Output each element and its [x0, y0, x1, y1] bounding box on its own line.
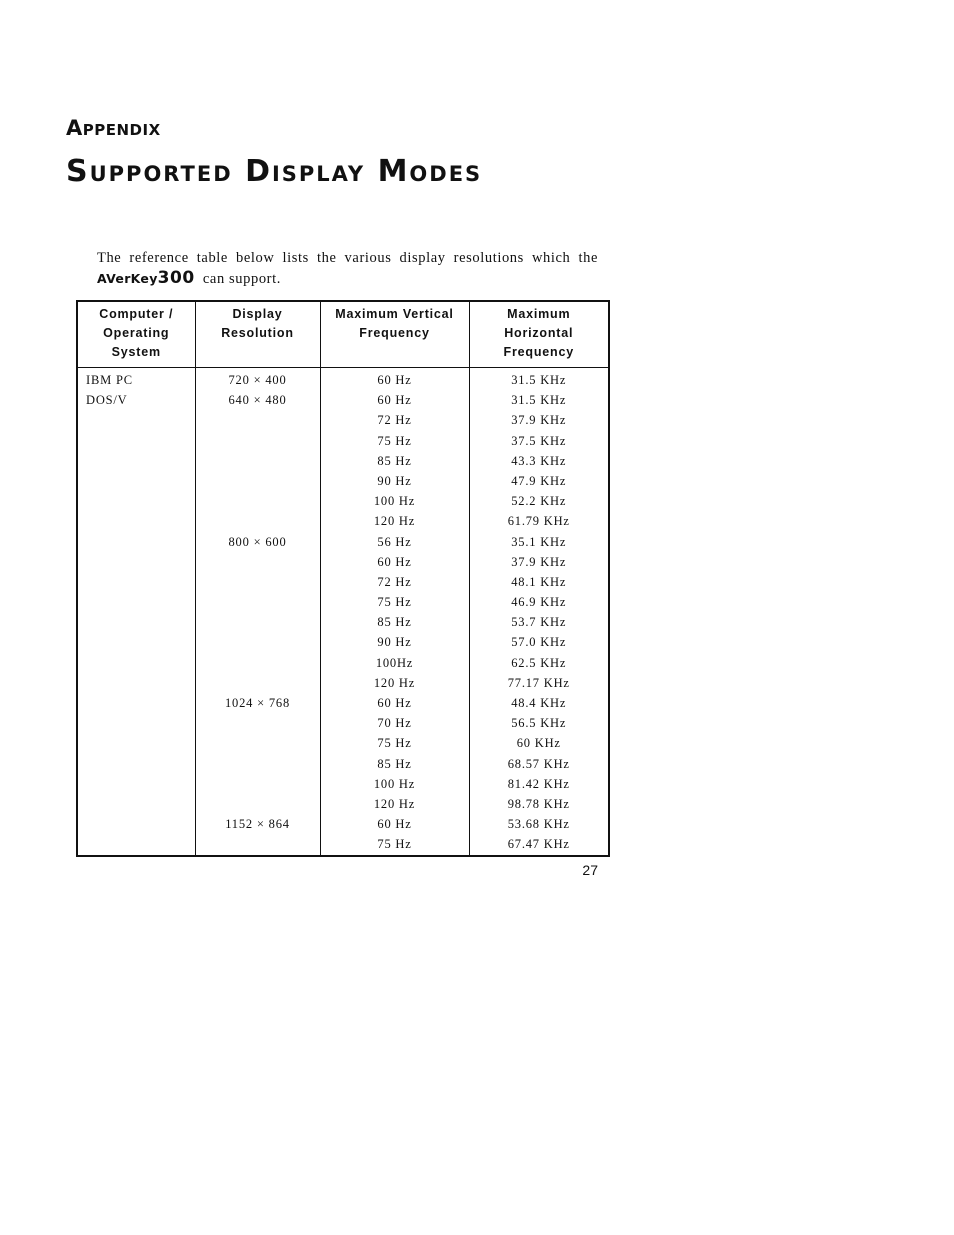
table-cell-horizontal: 37.5 KHz	[511, 433, 567, 448]
table-cell-os	[78, 814, 195, 834]
table-cell-resolution: 1152 × 864	[225, 817, 290, 832]
intro-paragraph	[97, 248, 598, 289]
table-cell-os	[78, 693, 195, 713]
table-cell-horizontal: 56.5 KHz	[511, 716, 567, 731]
table-cell-vertical: 75 Hz	[377, 736, 412, 751]
table-cell-vertical: 60 Hz	[377, 554, 412, 569]
header-line: Display	[232, 307, 283, 321]
table-cell-resolution	[196, 673, 320, 693]
table-cell-horizontal: 61.79 KHz	[507, 514, 570, 529]
table-cell-os	[78, 572, 195, 592]
horizontal-frequency-column	[469, 368, 609, 856]
vertical-frequency-column	[320, 368, 469, 856]
table-cell-vertical: 85 Hz	[377, 615, 412, 630]
os-column	[77, 368, 195, 856]
table-cell-horizontal: 77.17 KHz	[507, 675, 570, 690]
table-cell-os	[78, 451, 195, 471]
table-cell-horizontal: 37.9 KHz	[511, 413, 567, 428]
table-cell-resolution	[196, 471, 320, 491]
table-cell-resolution	[196, 572, 320, 592]
table-cell-resolution	[196, 733, 320, 753]
table-cell-vertical: 75 Hz	[377, 433, 412, 448]
table-cell-os	[78, 511, 195, 531]
table-cell-vertical: 100 Hz	[373, 776, 416, 791]
table-cell-resolution	[196, 511, 320, 531]
table-cell-horizontal: 48.4 KHz	[511, 696, 567, 710]
table-cell-os	[78, 754, 195, 774]
table-header-row	[77, 301, 609, 368]
table-cell-os	[78, 471, 195, 491]
table-cell-resolution	[196, 491, 320, 511]
table-cell-horizontal: 81.42 KHz	[507, 776, 570, 791]
table-cell-os	[78, 733, 195, 753]
table-cell-resolution: 640 × 480	[228, 393, 287, 408]
intro-text: The reference table below lists the various display resolutions which the	[97, 250, 598, 266]
table-cell-vertical: 70 Hz	[377, 716, 412, 731]
table-cell-os: DOS/V	[86, 393, 128, 408]
table-cell-horizontal: 35.1 KHz	[511, 534, 567, 549]
table-cell-horizontal: 53.7 KHz	[511, 615, 567, 630]
table-cell-os	[78, 612, 195, 632]
table-cell-vertical: 100Hz	[375, 655, 414, 670]
table-cell-horizontal: 57.0 KHz	[511, 635, 567, 650]
table-cell-resolution	[196, 552, 320, 572]
table-cell-vertical: 85 Hz	[377, 756, 412, 771]
table-cell-vertical: 100 Hz	[373, 494, 416, 509]
header-line: Maximum	[507, 307, 571, 321]
table-cell-vertical: 120 Hz	[373, 675, 416, 690]
header-line: Frequency	[503, 345, 574, 359]
table-cell-vertical: 60 Hz	[377, 393, 412, 408]
table-cell-os	[78, 592, 195, 612]
table-cell-resolution: 1024 × 768	[224, 696, 291, 710]
table-cell-resolution	[196, 632, 320, 652]
table-cell-resolution	[196, 410, 320, 430]
table-cell-horizontal: 31.5 KHz	[511, 373, 567, 387]
table-cell-os	[78, 794, 195, 814]
table-cell-resolution	[196, 431, 320, 451]
table-cell-vertical: 75 Hz	[377, 595, 412, 610]
table-cell-vertical: 90 Hz	[377, 473, 412, 488]
table-cell-horizontal: 62.5 KHz	[511, 655, 567, 670]
table-cell-vertical: 72 Hz	[377, 413, 412, 428]
resolution-column	[195, 368, 320, 856]
table-cell-os	[78, 632, 195, 652]
header-line: Resolution	[221, 326, 294, 340]
section-label: Appendix	[66, 116, 161, 140]
header-vertical-frequency	[320, 301, 469, 368]
table-cell-os	[78, 774, 195, 794]
table-cell-vertical: 60 Hz	[377, 373, 412, 387]
table-cell-vertical: 56 Hz	[377, 534, 412, 549]
table-cell-horizontal: 48.1 KHz	[511, 574, 567, 589]
table-cell-horizontal: 98.78 KHz	[507, 796, 570, 811]
header-os	[77, 301, 195, 368]
table-cell-os	[78, 834, 195, 854]
table-cell-resolution	[196, 794, 320, 814]
page-title: Supported Display Modes	[66, 154, 483, 189]
table-cell-os	[78, 410, 195, 430]
table-cell-os	[78, 552, 195, 572]
header-line: Frequency	[359, 326, 430, 340]
table-cell-vertical: 120 Hz	[373, 796, 416, 811]
table-cell-vertical: 85 Hz	[377, 453, 412, 468]
header-line: Maximum Vertical	[335, 307, 454, 321]
table-cell-horizontal: 60 KHz	[516, 736, 561, 751]
header-resolution	[195, 301, 320, 368]
table-cell-os	[78, 491, 195, 511]
brand-name: AVerKey	[97, 271, 158, 286]
table-cell-horizontal: 46.9 KHz	[511, 595, 567, 610]
intro-suffix: can support.	[202, 271, 281, 287]
table-cell-vertical: 75 Hz	[377, 837, 412, 852]
display-modes-table	[76, 300, 610, 857]
table-cell-vertical: 60 Hz	[377, 817, 412, 832]
table-cell-os	[78, 431, 195, 451]
page-number: 27	[582, 862, 598, 878]
table-cell-horizontal: 47.9 KHz	[511, 473, 567, 488]
table-cell-horizontal: 52.2 KHz	[511, 494, 567, 509]
table-cell-os: IBM PC	[86, 373, 133, 387]
table-cell-resolution	[196, 834, 320, 854]
table-cell-resolution	[196, 451, 320, 471]
table-cell-horizontal: 31.5 KHz	[511, 393, 567, 408]
table-cell-horizontal: 37.9 KHz	[511, 554, 567, 569]
table-cell-os	[78, 532, 195, 552]
header-horizontal-frequency	[469, 301, 609, 368]
table-cell-horizontal: 67.47 KHz	[507, 837, 570, 852]
table-cell-os	[78, 653, 195, 673]
table-cell-resolution	[196, 653, 320, 673]
header-line: Computer /	[99, 307, 174, 321]
header-line: Horizontal	[504, 326, 574, 340]
table-cell-os	[78, 673, 195, 693]
brand-number: 300	[157, 268, 195, 288]
table-cell-vertical: 60 Hz	[377, 696, 412, 710]
table-cell-resolution: 800 × 600	[228, 534, 287, 549]
table-cell-resolution	[196, 592, 320, 612]
table-body	[77, 368, 609, 856]
table-cell-horizontal: 53.68 KHz	[507, 817, 570, 832]
table-cell-horizontal: 43.3 KHz	[511, 453, 567, 468]
table-cell-resolution: 720 × 400	[228, 373, 287, 387]
table-cell-resolution	[196, 754, 320, 774]
header-line: Operating	[103, 326, 170, 340]
table-cell-resolution	[196, 713, 320, 733]
header-line: System	[111, 345, 161, 359]
table-cell-horizontal: 68.57 KHz	[507, 756, 570, 771]
table-cell-vertical: 90 Hz	[377, 635, 412, 650]
table-cell-resolution	[196, 612, 320, 632]
table-cell-vertical: 72 Hz	[377, 574, 412, 589]
table-cell-os	[78, 713, 195, 733]
table-cell-resolution	[196, 774, 320, 794]
table-cell-vertical: 120 Hz	[373, 514, 416, 529]
